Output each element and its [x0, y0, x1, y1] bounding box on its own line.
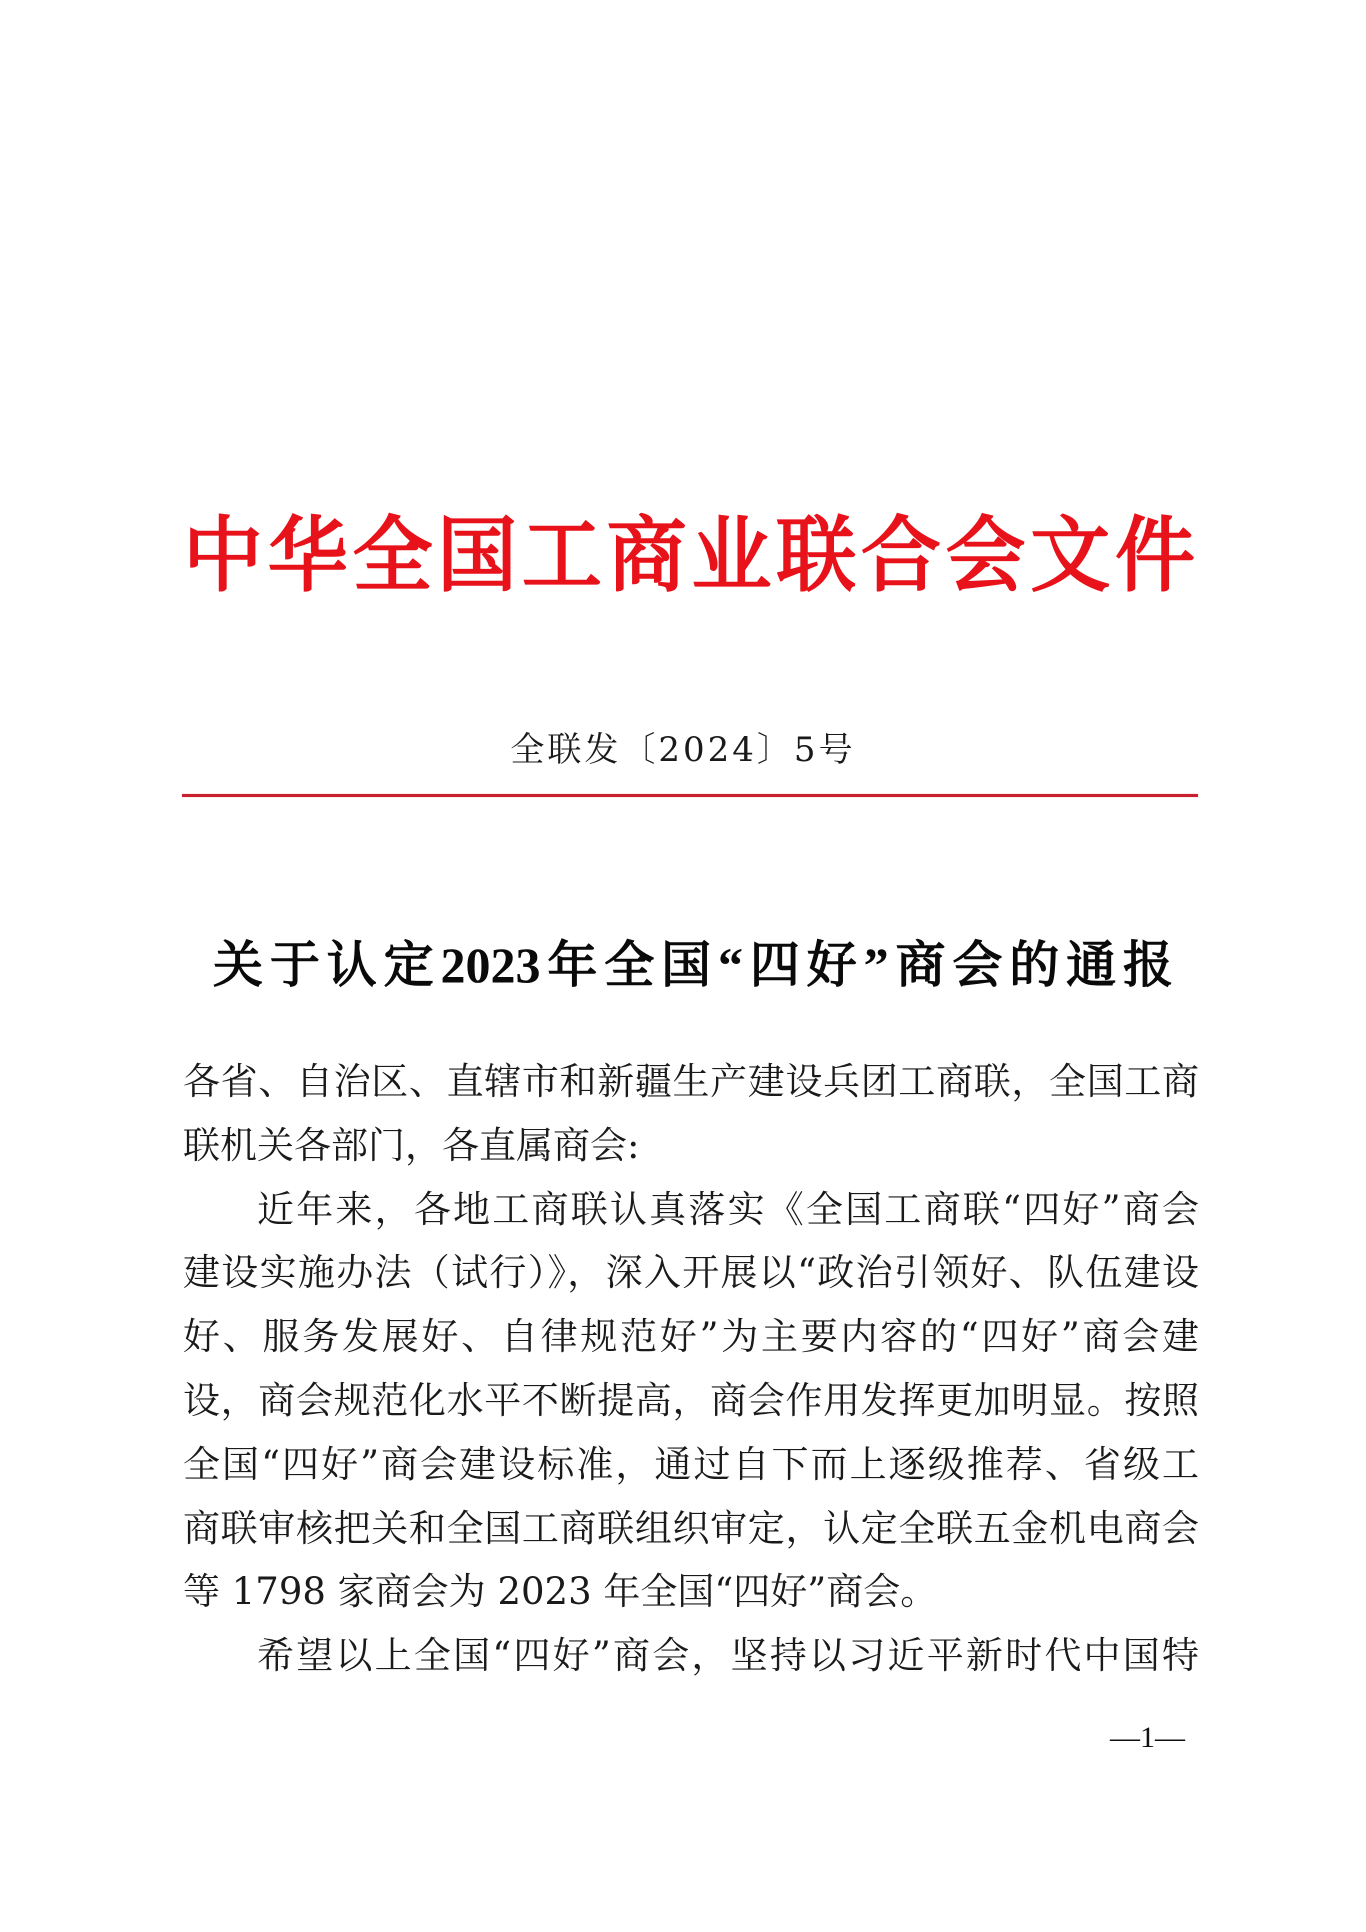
- paragraph-line: 好、服务发展好、自律规范好”为主要内容的“四好”商会建: [183, 1315, 1199, 1359]
- issuer-header: 中华全国工商业联合会文件: [183, 507, 1199, 603]
- notice-title: 关于认定2023年全国“四好”商会的通报: [213, 937, 1173, 993]
- document-number: 全联发〔2024〕5号: [510, 730, 856, 770]
- paragraph-line: 设，商会规范化水平不断提高，商会作用发挥更加明显。按照: [183, 1378, 1199, 1422]
- addressee-line: 各省、自治区、直辖市和新疆生产建设兵团工商联，全国工商: [183, 1060, 1199, 1103]
- paragraph-line: 建设实施办法（试行）》，深入开展以“政治引领好、队伍建设: [183, 1251, 1199, 1295]
- paragraph-line: 希望以上全国“四好”商会，坚持以习近平新时代中国特: [257, 1634, 1199, 1678]
- document-body: [183, 1050, 1199, 1688]
- red-divider-rule: [182, 794, 1198, 797]
- paragraph-line: 商联审核把关和全国工商联组织审定，认定全联五金机电商会: [183, 1506, 1199, 1550]
- paragraph-line: 全国“四好”商会建设标准，通过自下而上逐级推荐、省级工: [183, 1442, 1199, 1486]
- page-number: —1—: [1110, 1721, 1185, 1754]
- addressee-line: 联机关各部门，各直属商会:: [183, 1123, 640, 1167]
- paragraph-line: 近年来，各地工商联认真落实《全国工商联“四好”商会: [257, 1187, 1199, 1231]
- paragraph-line: 等 1798 家商会为 2023 年全国“四好”商会。: [183, 1570, 938, 1614]
